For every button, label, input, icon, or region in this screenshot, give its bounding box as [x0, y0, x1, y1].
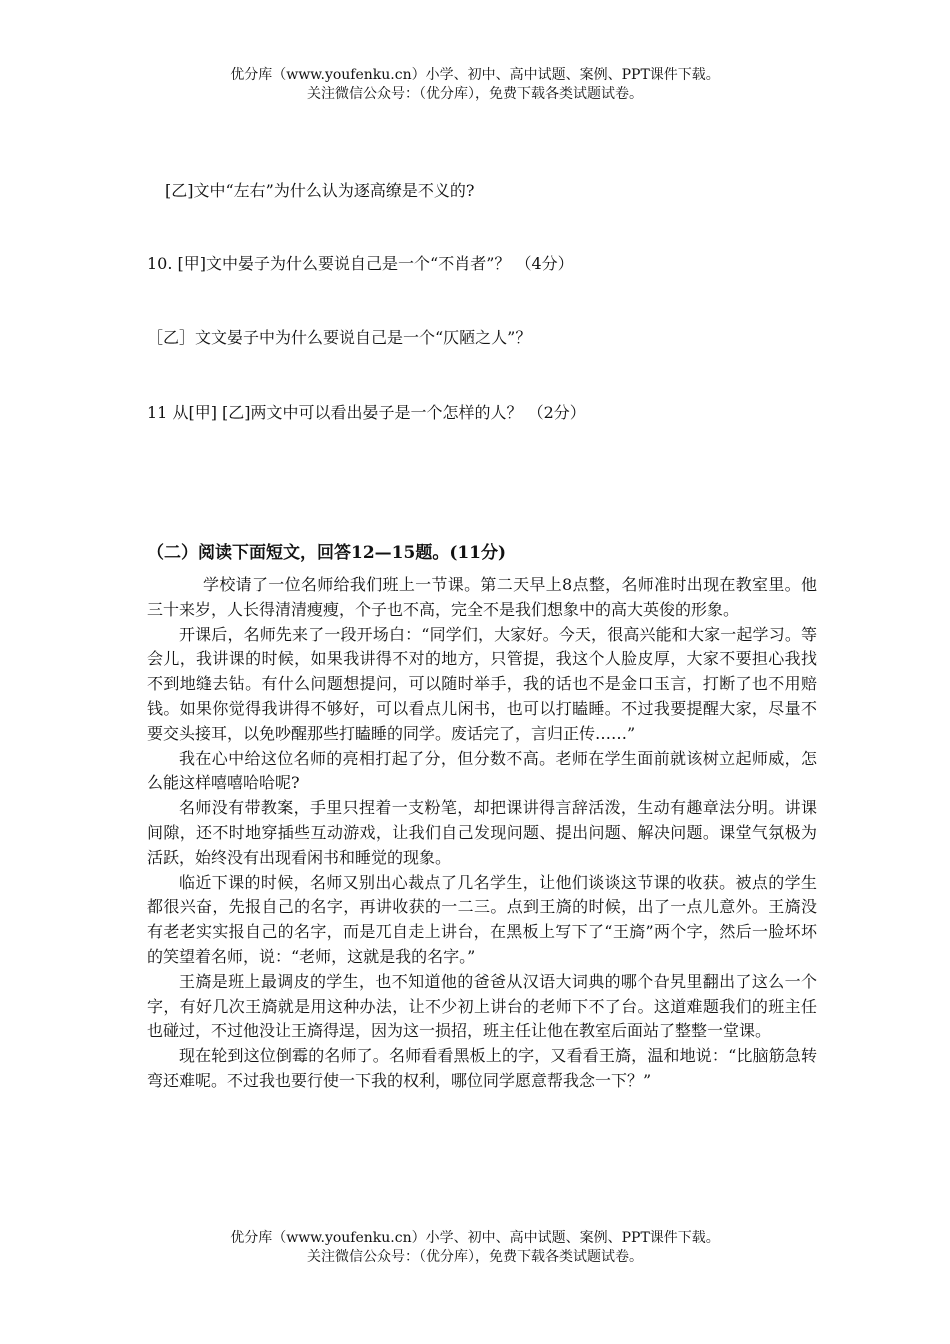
question-10-part-b: ［乙］文文晏子中为什么要说自己是一个“仄陋之人”？ [147, 328, 532, 347]
section-title: （二）阅读下面短文，回答12—15题。(11分) [147, 543, 507, 563]
page-footer [0, 1229, 950, 1267]
paragraph: 现在轮到这位倒霉的名师了。名师看看黑板上的字，又看看王旖，温和地说：“比脑筋急转弯还难呢。不过我也要行使一下我的权利，哪位同学愿意帮我念一下？” [147, 1046, 817, 1090]
paragraph: 学校请了一位名师给我们班上一节课。第二天早上8点整，名师准时出现在教室里。他三十来岁，人长得清清瘦瘦，个子也不高，完全不是我们想象中的高大英俊的形象。 [147, 575, 817, 619]
question-10-part-a: 10. [甲]文中晏子为什么要说自己是一个“不肖者”？ （4分） [147, 254, 574, 273]
header-line-1: 优分库（www.youfenku.cn）小学、初中、高中试题、案例、PPT课件下载。 [230, 67, 720, 83]
paragraph: 王旖是班上最调皮的学生，也不知道他的爸爸从汉语大词典的哪个旮旯里翻出了这么一个字，有好几次王旖就是用这种办法，让不少初上讲台的老师下不了台。这道难题我们的班主任也碰过，不过他没让王旖得逞，因为这一损招，班主任让他在教室后面站了整整一堂课。 [147, 971, 817, 1041]
paragraph: 临近下课的时候，名师又别出心裁点了几名学生，让他们谈谈这节课的收获。被点的学生都很兴奋，先报自己的名字，再讲收获的一二三。点到王旖的时候，出了一点儿意外。王旖没有老老实实报自己的名字，而是兀自走上讲台，在黑板上写下了“王旖”两个字，然后一脸坏坏的笑望着名师，说：“老师，这就是我的名字。” [147, 872, 817, 966]
page-header [0, 66, 950, 104]
footer-line-1: 优分库（www.youfenku.cn）小学、初中、高中试题、案例、PPT课件下载。 [230, 1230, 720, 1246]
reading-passage [147, 573, 817, 1094]
question-11: 11 从[甲] [乙]两文中可以看出晏子是一个怎样的人？ （2分） [147, 403, 586, 422]
paragraph: 开课后，名师先来了一段开场白：“同学们，大家好。今天，很高兴能和大家一起学习。等会儿，我讲课的时候，如果我讲得不对的地方，只管提，我这个人脸皮厚，大家不要担心我找不到地缝去钻。有什么问题想提问，可以随时举手，我的话也不是金口玉言，打断了也不用赔钱。如果你觉得我讲得不够好，可以看点儿闲书，也可以打瞌睡。不过我要提醒大家，尽量不要交头接耳，以免吵醒那些打瞌睡的同学。废话完了，言归正传……” [147, 624, 817, 743]
paragraph: 名师没有带教案，手里只捏着一支粉笔，却把课讲得言辞活泼，生动有趣章法分明。讲课间隙，还不时地穿插些互动游戏，让我们自己发现问题、提出问题、解决问题。课堂气氛极为活跃，始终没有出现看闲书和睡觉的现象。 [147, 798, 817, 867]
header-line-2: 关注微信公众号：（优分库），免费下载各类试题试卷。 [307, 86, 643, 102]
footer-line-2: 关注微信公众号：（优分库），免费下载各类试题试卷。 [307, 1249, 643, 1265]
paragraph: 我在心中给这位名师的亮相打起了分，但分数不高。老师在学生面前就该树立起师威，怎么能这样嘻嘻哈哈呢? [147, 748, 817, 793]
question-9-part-b: [乙]文中“左右”为什么认为逐高缭是不义的? [165, 181, 475, 200]
